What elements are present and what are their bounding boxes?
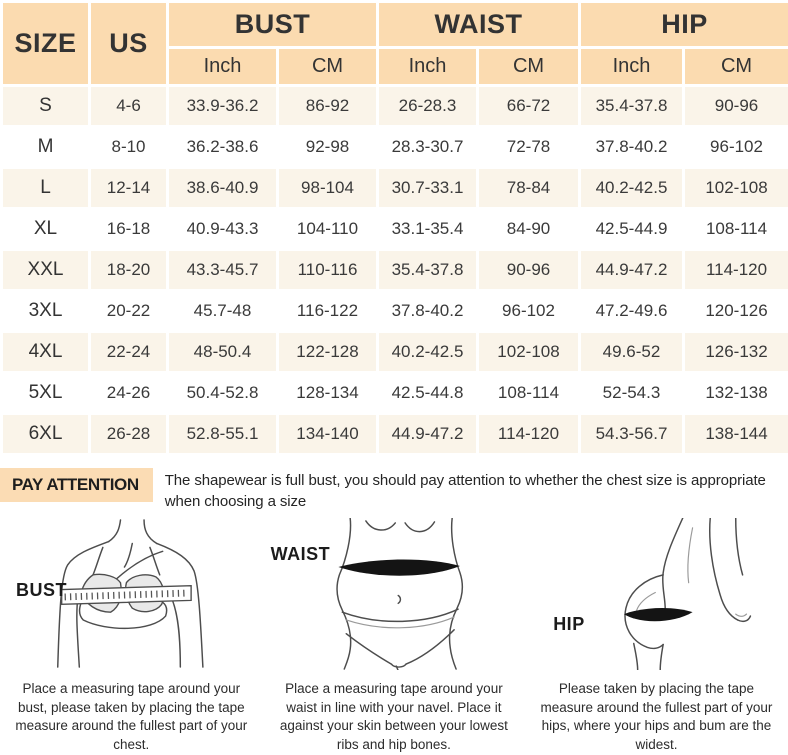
subheader-waist-inch: Inch: [378, 48, 478, 86]
measurement-figures: [0, 518, 788, 755]
cell-hip_inch: 40.2-42.5: [580, 168, 684, 209]
cell-bust_cm: 122-128: [278, 332, 378, 373]
cell-size: M: [2, 127, 90, 168]
figure-hip: [525, 518, 788, 755]
cell-bust_inch: 33.9-36.2: [168, 86, 278, 127]
cell-size: 5XL: [2, 373, 90, 414]
cell-waist_cm: 66-72: [478, 86, 580, 127]
subheader-bust-cm: CM: [278, 48, 378, 86]
cell-waist_cm: 72-78: [478, 127, 580, 168]
cell-hip_cm: 132-138: [684, 373, 788, 414]
cell-us: 22-24: [90, 332, 168, 373]
cell-us: 18-20: [90, 250, 168, 291]
cell-waist_cm: 108-114: [478, 373, 580, 414]
figure-waist: [263, 518, 526, 755]
hip-figure-label: HIP: [553, 614, 585, 635]
table-row: [2, 86, 788, 127]
cell-waist_cm: 102-108: [478, 332, 580, 373]
bust-figure-label: BUST: [16, 580, 67, 601]
cell-bust_cm: 86-92: [278, 86, 378, 127]
cell-waist_inch: 26-28.3: [378, 86, 478, 127]
cell-size: XL: [2, 209, 90, 250]
table-row: [2, 291, 788, 332]
cell-bust_inch: 48-50.4: [168, 332, 278, 373]
cell-us: 12-14: [90, 168, 168, 209]
cell-bust_cm: 104-110: [278, 209, 378, 250]
cell-hip_cm: 90-96: [684, 86, 788, 127]
hip-caption: Please taken by placing the tape measure around the fullest part of your hips, where your hips and bum are the widest.: [536, 680, 778, 755]
hip-illustration-icon: [525, 518, 788, 670]
cell-bust_inch: 38.6-40.9: [168, 168, 278, 209]
cell-hip_inch: 42.5-44.9: [580, 209, 684, 250]
cell-size: 4XL: [2, 332, 90, 373]
table-row: [2, 209, 788, 250]
figure-bust: [0, 518, 263, 755]
cell-hip_inch: 52-54.3: [580, 373, 684, 414]
cell-waist_cm: 96-102: [478, 291, 580, 332]
subheader-hip-inch: Inch: [580, 48, 684, 86]
cell-bust_cm: 128-134: [278, 373, 378, 414]
cell-bust_inch: 50.4-52.8: [168, 373, 278, 414]
cell-size: 6XL: [2, 414, 90, 455]
cell-hip_cm: 96-102: [684, 127, 788, 168]
cell-waist_inch: 35.4-37.8: [378, 250, 478, 291]
cell-us: 16-18: [90, 209, 168, 250]
table-row: [2, 373, 788, 414]
col-header-hip: HIP: [580, 2, 788, 48]
cell-bust_cm: 134-140: [278, 414, 378, 455]
table-row: [2, 168, 788, 209]
table-header: [2, 2, 788, 86]
col-header-size: SIZE: [2, 2, 90, 86]
cell-hip_cm: 126-132: [684, 332, 788, 373]
attention-text: The shapewear is full bust, you should pay attention to whether the chest size is appropriate when choosing a size: [165, 468, 788, 512]
waist-caption: Place a measuring tape around your waist in line with your navel. Place it against your skin between your lowest ribs and hip bones.: [273, 680, 515, 755]
cell-bust_cm: 110-116: [278, 250, 378, 291]
cell-hip_cm: 114-120: [684, 250, 788, 291]
cell-size: 3XL: [2, 291, 90, 332]
size-table-body: [2, 86, 788, 455]
cell-waist_inch: 33.1-35.4: [378, 209, 478, 250]
cell-size: L: [2, 168, 90, 209]
cell-waist_cm: 90-96: [478, 250, 580, 291]
cell-size: XXL: [2, 250, 90, 291]
cell-us: 4-6: [90, 86, 168, 127]
cell-waist_inch: 40.2-42.5: [378, 332, 478, 373]
cell-size: S: [2, 86, 90, 127]
cell-hip_inch: 44.9-47.2: [580, 250, 684, 291]
table-row: [2, 414, 788, 455]
cell-waist_cm: 84-90: [478, 209, 580, 250]
cell-waist_cm: 114-120: [478, 414, 580, 455]
table-row: [2, 332, 788, 373]
cell-us: 20-22: [90, 291, 168, 332]
col-header-us: US: [90, 2, 168, 86]
cell-us: 26-28: [90, 414, 168, 455]
cell-bust_inch: 45.7-48: [168, 291, 278, 332]
cell-hip_cm: 120-126: [684, 291, 788, 332]
cell-us: 8-10: [90, 127, 168, 168]
cell-bust_inch: 36.2-38.6: [168, 127, 278, 168]
cell-bust_inch: 43.3-45.7: [168, 250, 278, 291]
cell-us: 24-26: [90, 373, 168, 414]
cell-waist_cm: 78-84: [478, 168, 580, 209]
waist-illustration-icon: [263, 518, 526, 670]
cell-waist_inch: 28.3-30.7: [378, 127, 478, 168]
attention-section: [0, 468, 788, 512]
cell-hip_cm: 108-114: [684, 209, 788, 250]
cell-hip_cm: 138-144: [684, 414, 788, 455]
cell-bust_cm: 116-122: [278, 291, 378, 332]
cell-waist_inch: 37.8-40.2: [378, 291, 478, 332]
waist-figure-label: WAIST: [271, 544, 331, 565]
cell-hip_inch: 37.8-40.2: [580, 127, 684, 168]
cell-hip_inch: 47.2-49.6: [580, 291, 684, 332]
subheader-hip-cm: CM: [684, 48, 788, 86]
cell-hip_inch: 49.6-52: [580, 332, 684, 373]
cell-waist_inch: 42.5-44.8: [378, 373, 478, 414]
cell-bust_cm: 92-98: [278, 127, 378, 168]
subheader-waist-cm: CM: [478, 48, 580, 86]
attention-badge: PAY ATTENTION: [0, 468, 153, 502]
table-row: [2, 127, 788, 168]
col-header-bust: BUST: [168, 2, 378, 48]
cell-hip_cm: 102-108: [684, 168, 788, 209]
bust-caption: Place a measuring tape around your bust, please taken by placing the tape measure around the fullest part of your chest.: [11, 680, 253, 755]
table-row: [2, 250, 788, 291]
cell-bust_cm: 98-104: [278, 168, 378, 209]
cell-hip_inch: 54.3-56.7: [580, 414, 684, 455]
cell-bust_inch: 40.9-43.3: [168, 209, 278, 250]
cell-waist_inch: 30.7-33.1: [378, 168, 478, 209]
cell-hip_inch: 35.4-37.8: [580, 86, 684, 127]
cell-bust_inch: 52.8-55.1: [168, 414, 278, 455]
cell-waist_inch: 44.9-47.2: [378, 414, 478, 455]
subheader-bust-inch: Inch: [168, 48, 278, 86]
col-header-waist: WAIST: [378, 2, 580, 48]
